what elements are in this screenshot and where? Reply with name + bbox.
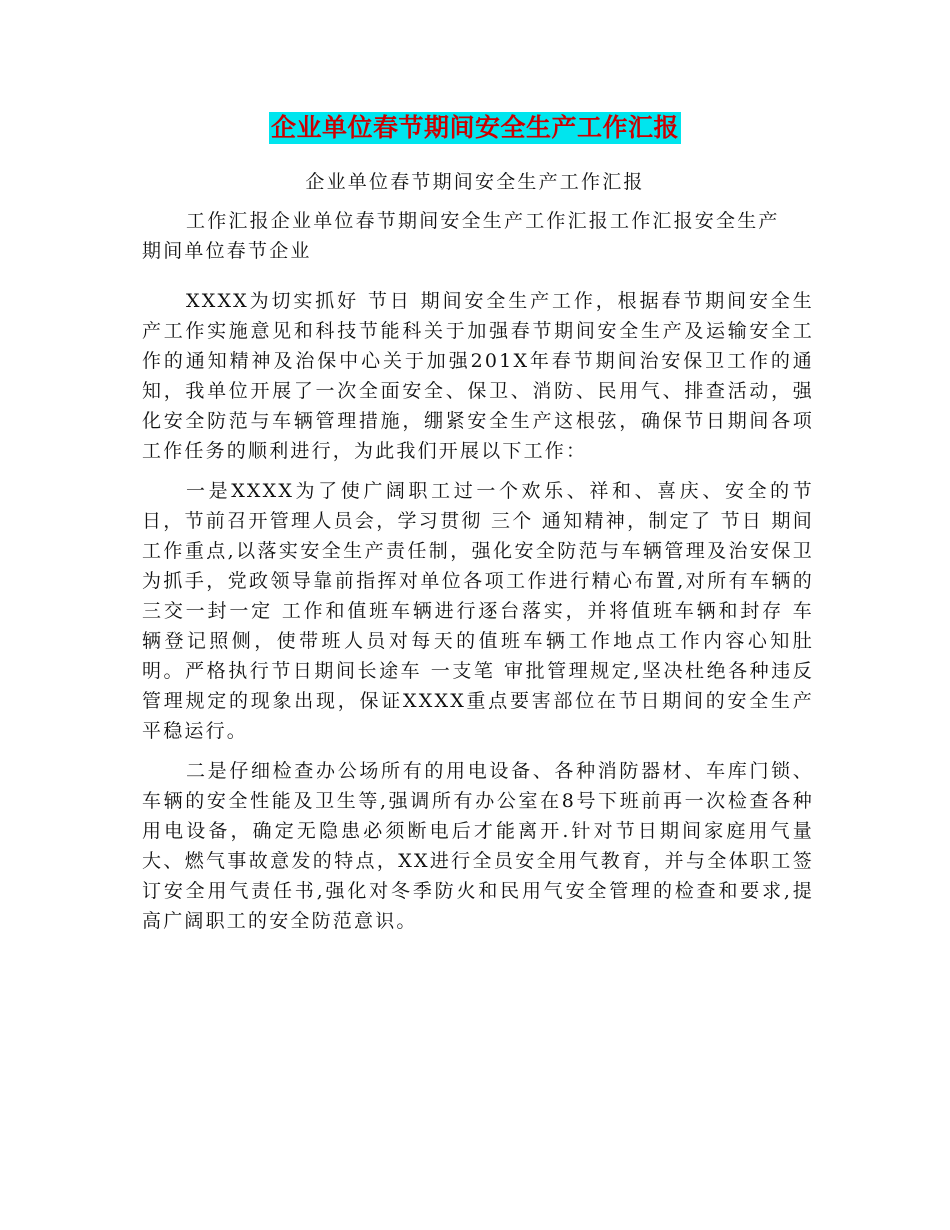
title-container: [0, 112, 950, 144]
document-subtitle: 企业单位春节期间安全生产工作汇报: [305, 171, 645, 193]
tags-paragraph: [142, 206, 814, 266]
tags-line-1: 工作汇报企业单位春节期间安全生产工作汇报工作汇报安全生产: [186, 210, 780, 232]
document-body: [142, 206, 814, 941]
paragraph-intro: XXXX为切实抓好 节日 期间安全生产工作，根据春节期间安全生产工作实施意见和科技节能科关于加强春节期间安全生产及运输安全工作的通知精神及治保中心关于加强201X年春节期间治安保卫工作的通知，我单位开展了一次全面安全、保卫、消防、民用气、排查活动，强化安全防范与车辆管理措施，绷紧安全生产这根弦，确保节日期间各项工作任务的顺利进行，为此我们开展以下工作：: [142, 290, 814, 462]
tags-line-2: 期间单位春节企业: [142, 240, 312, 262]
paragraph-item-one: 一是XXXX为了使广阔职工过一个欢乐、祥和、喜庆、安全的节日，节前召开管理人员会，学习贯彻 三个 通知精神，制定了 节日 期间工作重点,以落实安全生产责任制，强化安全防范与车辆管理及治安保卫为抓手，党政领导靠前指挥对单位各项工作进行精心布置,对所有车辆的 三交一封一定 工作和值班车辆进行逐台落实，并将值班车辆和封存 车辆登记照侧，使带班人员对每天的值班车辆工作地点工作内容心知肚明。严格执行节日期间长途车 一支笔 审批管理规定,坚决杜绝各种违反管理规定的现象出现，保证XXXX重点要害部位在节日期间的安全生产平稳运行。: [142, 480, 814, 742]
paragraph-item-two: 二是仔细检查办公场所有的用电设备、各种消防器材、车库门锁、车辆的安全性能及卫生等,强调所有办公室在8号下班前再一次检查各种用电设备，确定无隐患必须断电后才能离开.针对节日期间家庭用气量大、燃气事故意发的特点，XX进行全员安全用气教育，并与全体职工签订安全用气责任书,强化对冬季防火和民用气安全管理的检查和要求,提高广阔职工的安全防范意识。: [142, 760, 814, 932]
page-title: 企业单位春节期间安全生产工作汇报: [270, 113, 679, 142]
